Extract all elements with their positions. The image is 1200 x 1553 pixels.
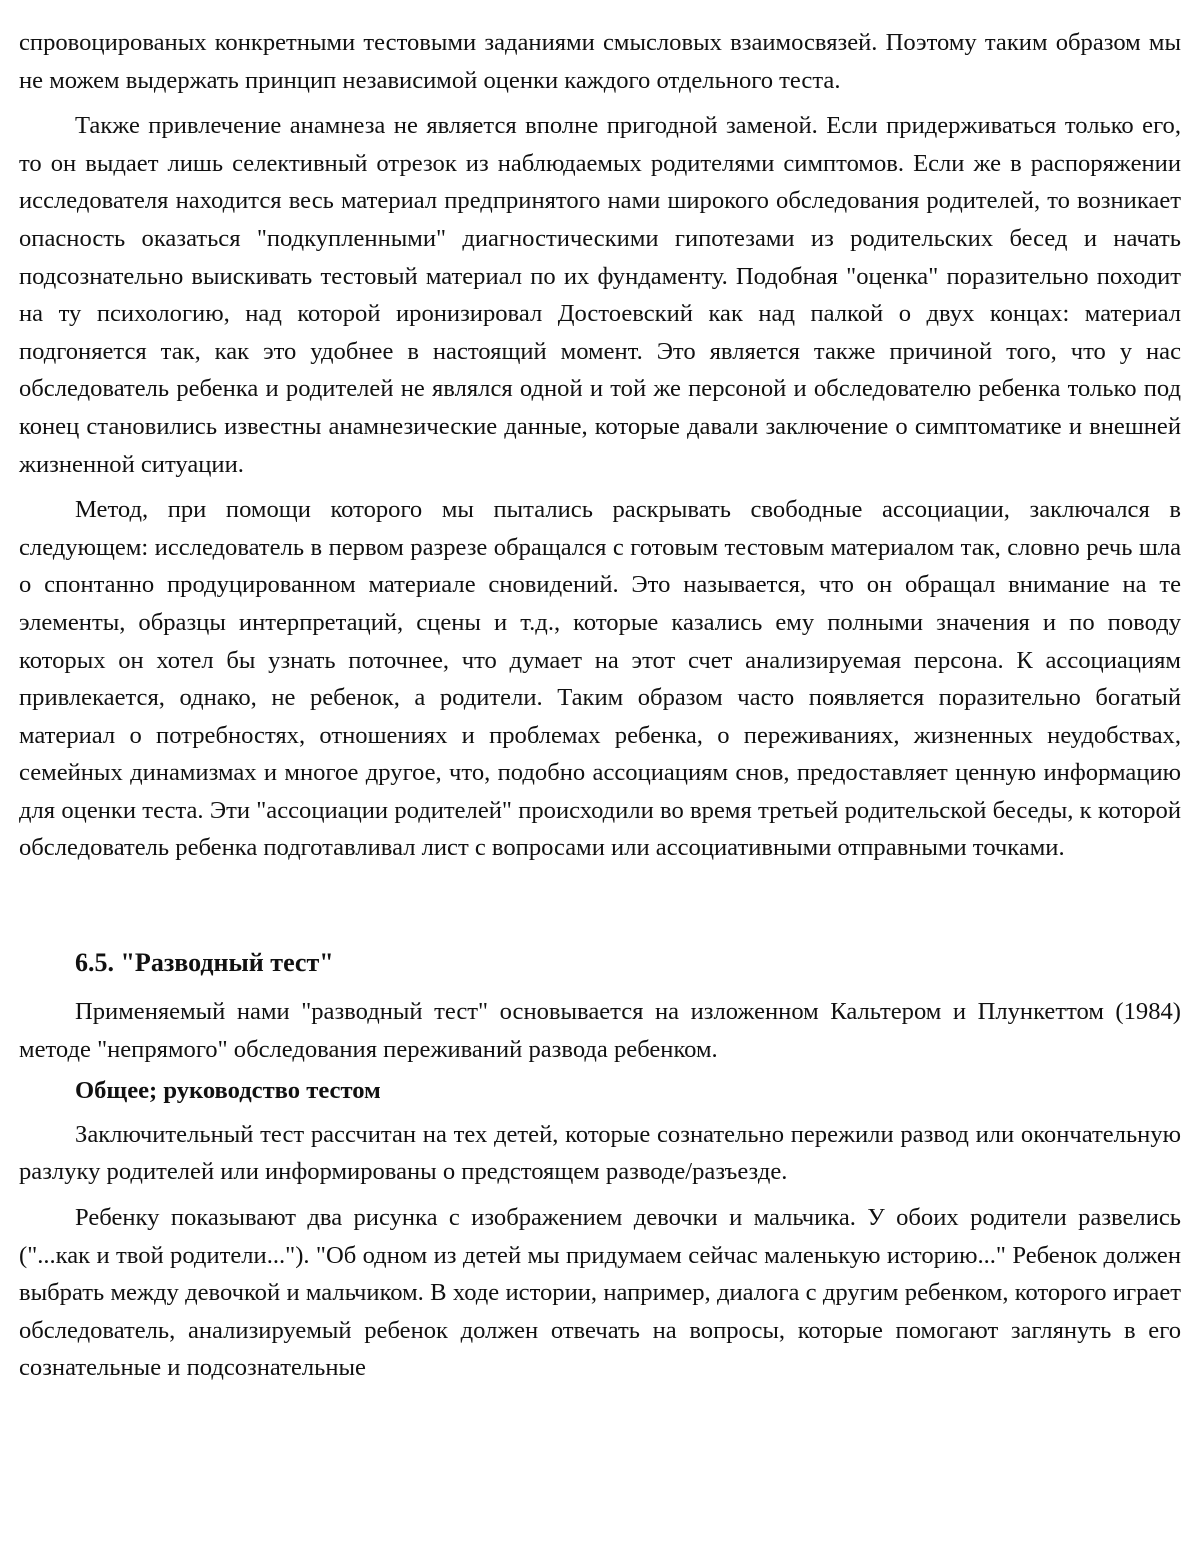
subsection-heading: Общее; руководство тестом — [75, 1077, 381, 1105]
paragraph-test-procedure: Ребенку показывают два рисунка с изображением девочки и мальчика. У обоих родители развелись ("...как и твой родители..."). "Об одном из детей мы придумаем сейчас маленькую историю..." Ребенок должен выбрать между девочкой и мальчиком. В ходе истории, например, диалога с другим ребенком, которого играет обследователь, анализируемый ребенок должен отвечать на вопросы, которые помогают заглянуть в его сознательные и подсознательные — [19, 1204, 1181, 1382]
section-heading: 6.5. "Разводный тест" — [75, 948, 334, 978]
paragraph-anamnesis: Также привлечение анамнеза не является вполне пригодной заменой. Если придерживаться только его, то он выдает лишь селективный отрезок из наблюдаемых родителями симптомов. Если же в распоряжении исследователя находится весь материал предпринятого нами широкого обследования родителей, то возникает опасность оказаться "подкупленными" диагностическими гипотезами из родительских бесед и начать подсознательно выискивать тестовый материал по их фундаменту. Подобная "оценка" поразительно походит на ту психологию, над которой иронизировал Достоевский как над палкой о двух концах: материал подгоняется так, как это удобнее в настоящий момент. Это является также причиной того, что у нас обследователь ребенка и родителей не являлся одной и той же персоной и обследователю ребенка только под конец становились известны анамнезические данные, которые давали заключение о симптоматике и внешней жизненной ситуации. — [19, 112, 1181, 478]
paragraph-section-intro: Применяемый нами "разводный тест" основывается на изложенном Кальтером и Плункеттом (1984) методе "непрямого" обследования переживаний развода ребенком. — [19, 998, 1181, 1063]
paragraph-continued: спровоцированых конкретными тестовыми заданиями смысловых взаимосвязей. Поэтому таким образом мы не можем выдержать принцип независимой оценки каждого отдельного теста. — [19, 29, 1181, 94]
paragraph-test-scope: Заключительный тест рассчитан на тех детей, которые сознательно пережили развод или окончательную разлуку родителей или информированы о предстоящем разводе/разъезде. — [19, 1120, 1181, 1186]
document-page — [19, 24, 1181, 1387]
paragraph-method: Метод, при помощи которого мы пытались раскрывать свободные ассоциации, заключался в следующем: исследователь в первом разрезе обращался с готовым тестовым материалом так, словно речь шла о спонтанно продуцированном материале сновидений. Это называется, что он обращал внимание на те элементы, образцы интерпретаций, сцены и т.д., которые казались ему полными значения и по поводу которых он хотел бы узнать поточнее, что думает на этот счет анализируемая персона. К ассоциациям привлекается, однако, не ребенок, а родители. Таким образом часто появляется поразительно богатый материал о потребностях, отношениях и проблемах ребенка, о переживаниях, жизненных неудобствах, семейных динамизмах и многое другое, что, подобно ассоциациям снов, предоставляет ценную информацию для оценки теста. Эти "ассоциации родителей" происходили во время третьей родительской беседы, к которой обследователь ребенка подготавливал лист с вопросами или ассоциативными отправными точками. — [19, 496, 1181, 862]
